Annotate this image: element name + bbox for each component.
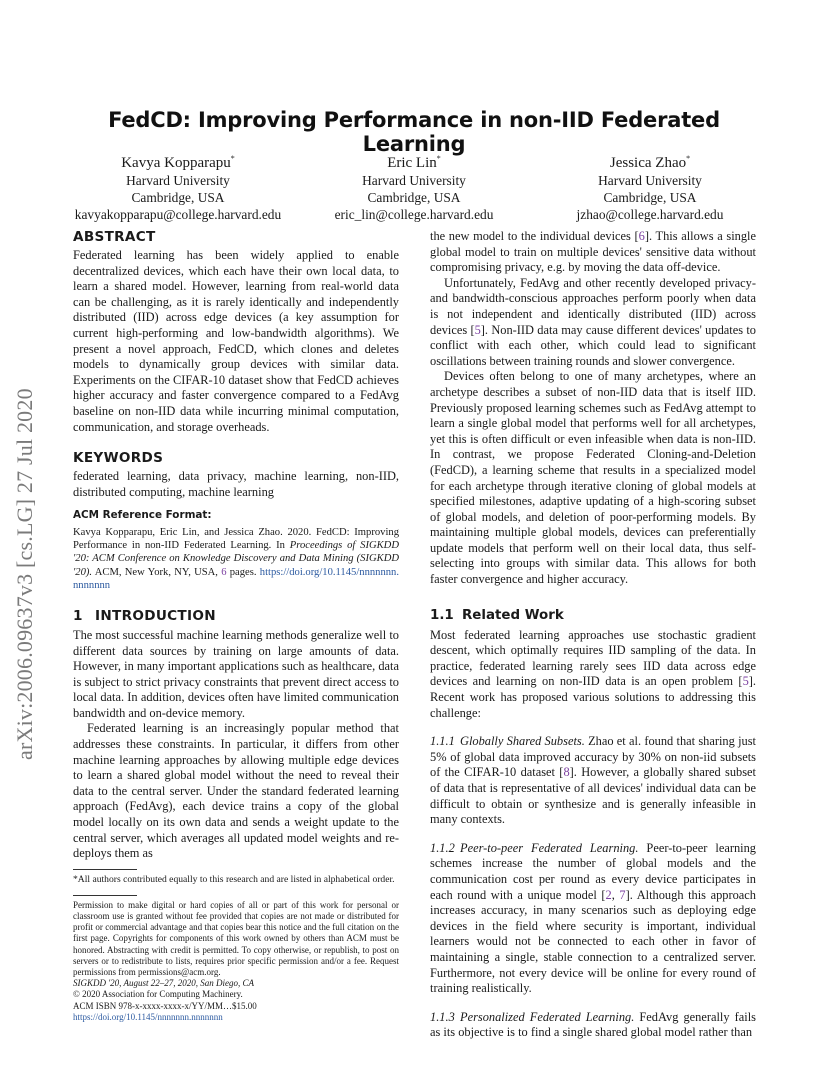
author-location: Cambridge, USA	[367, 190, 461, 205]
permission-block	[73, 900, 399, 1023]
author-2	[296, 150, 532, 223]
arxiv-side-stamp: arXiv:2006.09637v3 [cs.LG] 27 Jul 2020	[12, 388, 37, 760]
subsection-number: 1.1.1	[430, 734, 455, 749]
right-column	[430, 229, 756, 1041]
citation-link[interactable]: 5	[742, 674, 749, 689]
author-email[interactable]: eric_lin@college.harvard.edu	[334, 207, 494, 222]
text-run: FedAvg generally fails as its objective is to find a single shared global model rather than	[430, 1009, 756, 1040]
intro-paragraph-1: The most successful machine learning methods generalize well to different data sources by training on large amounts of data. However, in many important applications such as healthcare, data is subject to strict privacy constraints that prevent direct access to local data. In addition, devices often have limited communication bandwidth and on-device memory.	[73, 627, 399, 720]
author-mark: *	[686, 154, 691, 163]
abstract-heading: ABSTRACT	[73, 229, 156, 245]
acm-reference-pages-link[interactable]: 6	[221, 566, 227, 578]
acm-reference-doi-link[interactable]: https://doi.org/10.1145/nnnnnnn.nnnnnnn	[73, 566, 399, 591]
isbn-line: ACM ISBN 978-x-xxxx-xxxx-x/YY/MM…$15.00	[73, 1000, 257, 1011]
author-email[interactable]: kavyakopparapu@college.harvard.edu	[74, 207, 282, 222]
related-work-paragraph	[430, 628, 756, 722]
intro-number: 1	[73, 607, 83, 624]
related-work-heading	[430, 608, 756, 624]
citation-link[interactable]: 5	[474, 322, 481, 337]
copyright-line: © 2020 Association for Computing Machinery.	[73, 989, 243, 1000]
permission-rule	[73, 895, 137, 896]
subsection-1-1-2	[430, 841, 756, 997]
text-run: ]. Although this approach increases accuracy, in many scenarios such as deploying edge devices in the field where security is important, individual learners would not be connected to each other in favor of maintaining a single, stable connection to a centralized server. Furthermore, not every device will be online for every round of training realistically.	[430, 887, 756, 996]
right-paragraph-3: Devices often belong to one of many archetypes, where an archetype describes a subset of non-IID data that is itself IID. Previously proposed learning schemes such as FedAvg attempt to learn a single global model that performs well for all archetypes, yet this is often difficult or even infeasible when data is non-IID. In contrast, we propose Federated Cloning-and-Deletion (FedCD), a learning scheme that results in a specialized model for each archetype through iterative cloning of global models at specified milestones, adaptive updating of a high-scoring subset of global models, and deletion of poor-performing models. By maintaining multiple global models, devices can preferentially update models that perform well on their local data, thus self-selecting into groups with similar data. This allows for both faster convergence and higher accuracy.	[430, 369, 756, 587]
author-name: Jessica Zhao	[609, 155, 687, 171]
text-run: ]. However, a globally shared subset of data that is representative of all devices' individual data can be difficult to obtain or synthesize and is generally infeasible in many contexts.	[430, 765, 756, 827]
subsection-title: Peer-to-peer Federated Learning.	[460, 840, 639, 855]
paper-title: FedCD: Improving Performance in non-IID Federated Learning	[108, 108, 720, 156]
author-location: Cambridge, USA	[131, 190, 225, 205]
acm-reference-heading: ACM Reference Format:	[73, 509, 212, 522]
related-work-number: 1.1	[430, 607, 454, 623]
acm-reference-pages-word: pages.	[226, 566, 260, 578]
right-paragraph-2	[430, 276, 756, 370]
author-1	[60, 150, 296, 223]
intro-paragraph-2: Federated learning is an increasingly popular method that addresses these constraints. In particular, it differs from other machine learning approaches by allowing multiple edge devices to learn a shared global model without the need to reveal their data to the central server. Under the standard federated learning approach (FedAvg), each device trains a copy of the global model locally on its own data and sends a weight update to the central server, which averages all updated model weights and re-deploys them as	[73, 721, 399, 861]
text-run: ]. Recent work has proposed various solutions to addressing this challenge:	[430, 674, 756, 720]
author-location: Cambridge, USA	[603, 190, 697, 205]
footnote-rule	[73, 869, 137, 870]
citation-link[interactable]: 7	[619, 887, 626, 902]
author-name: Kavya Kopparapu	[121, 155, 231, 171]
intro-heading-text: INTRODUCTION	[95, 607, 216, 624]
author-email[interactable]: jzhao@college.harvard.edu	[576, 207, 724, 222]
text-run: ,	[611, 887, 620, 902]
subsection-number: 1.1.3	[430, 1009, 455, 1024]
text-run: ]. Non-IID data may cause different devices' updates to conflict with each other, which could lead to significant oscillations between training rounds and slower convergence.	[430, 322, 756, 368]
citation-link[interactable]: 6	[638, 229, 645, 243]
citation-link[interactable]: 2	[605, 887, 612, 902]
abstract-text: Federated learning has been widely applied to enable decentralized devices, which each have their own local data, to learn a shared model. However, learning from real-world data can be challenging, as it is rarely identically and independently distributed (IID) across edge devices (a key assumption for current high-performing and low-bandwidth algorithms). We present a novel approach, FedCD, which clones and deletes models to dynamically group devices with similar data. Experiments on the CIFAR-10 dataset show that FedCD achieves higher accuracy and faster convergence compared to a FedAvg baseline on non-IID data while incurring minimal computation, communication, and storage overheads.	[73, 248, 399, 434]
acm-reference-publisher: ACM, New York, NY, USA,	[92, 566, 222, 578]
text-run: ]. This allows a single global model to train on multiple devices' sensitive data without compromising privacy, e.g. by moving the data off-device.	[430, 229, 756, 275]
subsection-1-1-3	[430, 1010, 756, 1041]
text-run: Peer-to-peer learning schemes increase the number of global models and the communication cost per round as every device participates in each round with a unique model [	[430, 840, 756, 902]
footnote-text: *All authors contributed equally to this research and are listed in alphabetical order.	[73, 873, 395, 885]
citation-link[interactable]: 8	[563, 765, 570, 780]
author-mark: *	[436, 154, 441, 163]
author-affiliation: Harvard University	[126, 173, 230, 188]
permission-doi-link[interactable]: https://doi.org/10.1145/nnnnnnn.nnnnnnn	[73, 1011, 223, 1022]
intro-heading	[73, 608, 399, 624]
text-run: Unfortunately, FedAvg and other recently developed privacy- and bandwidth-conscious approaches perform poorly when data is not independent and identically distributed (IID) across devices [	[430, 275, 756, 337]
right-paragraph-1	[430, 229, 756, 276]
author-mark: *	[230, 154, 235, 163]
left-column	[73, 229, 399, 1023]
author-name: Eric Lin	[387, 155, 437, 171]
subsection-title: Personalized Federated Learning.	[460, 1009, 635, 1024]
subsection-1-1-1	[430, 734, 756, 828]
author-3	[532, 150, 768, 223]
author-affiliation: Harvard University	[598, 173, 702, 188]
text-run: Most federated learning approaches use stochastic gradient descent, which optimally requires IID sampling of the data. In practice, federated learning rarely sees IID data across edge devices and learning on non-IID data is an open problem [	[430, 627, 756, 689]
subsection-number: 1.1.2	[430, 840, 455, 855]
acm-reference-text	[73, 526, 399, 592]
conference-line: SIGKDD '20, August 22–27, 2020, San Diego, CA	[73, 978, 255, 989]
keywords-text: federated learning, data privacy, machine learning, non-IID, distributed computing, machine learning	[73, 469, 399, 499]
author-affiliation: Harvard University	[362, 173, 466, 188]
acm-reference-venue: Proceedings of SIGKDD '20: ACM Conference on Knowledge Discovery and Data Mining (SIGKDD '20).	[73, 540, 399, 578]
keywords-heading: KEYWORDS	[73, 450, 164, 467]
related-work-heading-text: Related Work	[462, 607, 564, 623]
text-run: Zhao et al. found that sharing just 5% of global data improved accuracy by 30% on non-iid subsets of the CIFAR-10 dataset [	[430, 734, 756, 780]
text-run: the new model to the individual devices [	[430, 229, 639, 243]
permission-text: Permission to make digital or hard copies of all or part of this work for personal or classroom use is granted without fee provided that copies are not made or distributed for profit or commercial advantage and that copies bear this notice and the full citation on the first page. Copyrights for components of this work owned by others than ACM must be honored. Abstracting with credit is permitted. To copy otherwise, or republish, to post on servers or to redistribute to lists, requires prior specific permission and/or a fee. Request permissions from permissions@acm.org.	[73, 899, 399, 978]
subsection-title: Globally Shared Subsets.	[460, 734, 585, 749]
acm-reference-authors: Kavya Kopparapu, Eric Lin, and Jessica Zhao. 2020. FedCD: Improving Performance in non-IID Federated Learning. In	[73, 526, 399, 552]
